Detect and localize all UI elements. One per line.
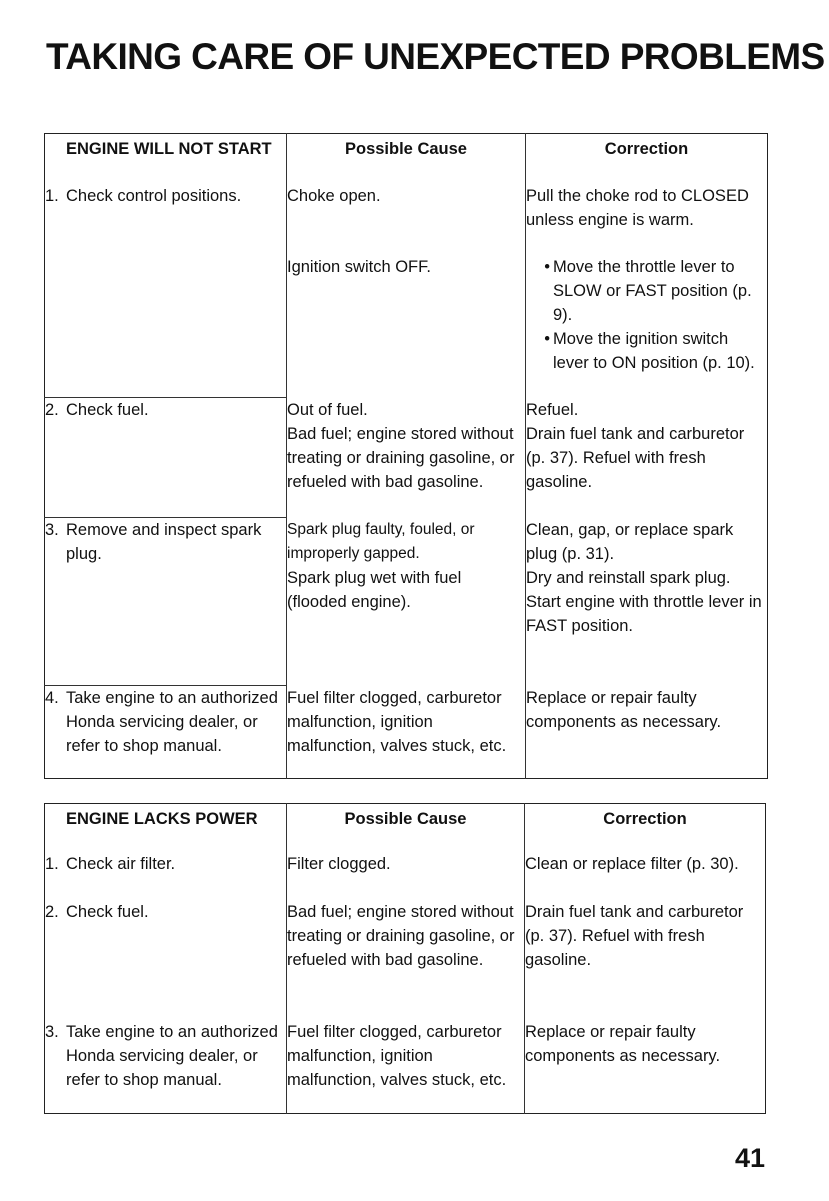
correction: Clean or replace filter (p. 30). [525, 854, 739, 873]
engine-will-not-start-table [44, 133, 768, 779]
possible-cause: Out of fuel. [287, 398, 526, 422]
table-row: 1. Check air filter. Filter clogged. Clean or replace filter (p. 30). [45, 852, 766, 900]
table-row: 3. Take engine to an authorized Honda servicing dealer, or refer to shop manual. Fuel filter clogged, carburetor malfunction, ignition malfunction, valves stuck, etc. Replace or repair faulty components as necessary. [45, 1020, 766, 1114]
possible-cause: Spark plug wet with fuel (flooded engine). [287, 566, 526, 686]
correction-line: Start engine with throttle lever in FAST position. [526, 592, 762, 635]
table-row: 1. Check control positions. [45, 182, 287, 398]
correction [526, 566, 768, 686]
check-step: Remove and inspect spark plug. [66, 521, 262, 563]
correction-line: Dry and reinstall spark plug. [526, 568, 731, 587]
check-step: Check air filter. [66, 854, 176, 873]
possible-cause: Fuel filter clogged, carburetor malfunction, ignition malfunction, valves stuck, etc. [287, 1020, 525, 1114]
possible-cause: Filter clogged. [287, 852, 525, 900]
table-header-correction: Correction [604, 140, 689, 158]
possible-cause: Spark plug faulty, fouled, or improperly gapped. [287, 518, 526, 566]
table-header-cause: Possible Cause [287, 804, 525, 852]
check-step: Check fuel. [66, 401, 149, 419]
table-row: 3. Remove and inspect spark plug. [45, 518, 287, 686]
correction: Clean, gap, or replace spark plug (p. 31). [526, 520, 734, 563]
correction: Drain fuel tank and carburetor (p. 37). Refuel with fresh gasoline. [526, 424, 745, 491]
table-header-problem: ENGINE LACKS POWER [45, 804, 287, 852]
correction: Pull the choke rod to CLOSED unless engine is warm. [526, 186, 749, 229]
table-row: 2. Check fuel. Bad fuel; engine stored without treating or draining gasoline, or refueled with bad gasoline. Drain fuel tank and carburetor (p. 37). Refuel with fresh gasoline. [45, 900, 766, 1020]
table-header-cause: Possible Cause [287, 134, 526, 182]
possible-cause: Bad fuel; engine stored without treating or draining gasoline, or refueled with bad gasoline. [287, 900, 525, 1020]
correction: Drain fuel tank and carburetor (p. 37). Refuel with fresh gasoline. [525, 902, 744, 969]
table-header-correction: Correction [603, 810, 687, 828]
page-number: 41 [734, 1143, 765, 1173]
correction-bullet: Move the throttle lever to SLOW or FAST position (p. 9). [553, 257, 752, 324]
check-step: Take engine to an authorized Honda servicing dealer, or refer to shop manual. [66, 1022, 278, 1089]
check-step: Check fuel. [66, 902, 149, 921]
correction: Replace or repair faulty components as necessary. [526, 688, 722, 731]
table-row: 2. Check fuel. [45, 398, 287, 518]
possible-cause: Bad fuel; engine stored without treating or draining gasoline, or refueled with bad gasoline. [287, 422, 526, 518]
table-header-problem: ENGINE WILL NOT START [45, 134, 287, 182]
engine-lacks-power-table [44, 803, 766, 1114]
possible-cause: Fuel filter clogged, carburetor malfunction, ignition malfunction, valves stuck, etc. [287, 686, 526, 779]
check-step: Take engine to an authorized Honda servicing dealer, or refer to shop manual. [66, 689, 278, 755]
correction-bullet: Move the ignition switch lever to ON position (p. 10). [553, 329, 755, 372]
correction: Replace or repair faulty components as necessary. [525, 1022, 721, 1065]
possible-cause: Choke open. [287, 182, 526, 254]
table-row: 4. Take engine to an authorized Honda servicing dealer, or refer to shop manual. [45, 686, 287, 779]
page-title: TAKING CARE OF UNEXPECTED PROBLEMS [46, 36, 825, 77]
correction: Refuel. [526, 400, 579, 419]
check-step: Check control positions. [66, 186, 242, 205]
possible-cause: Ignition switch OFF. [287, 254, 526, 398]
correction: • Move the throttle lever to SLOW or FAST position (p. 9). • Move the ignition switch lever to ON position (p. 10). [526, 254, 768, 398]
